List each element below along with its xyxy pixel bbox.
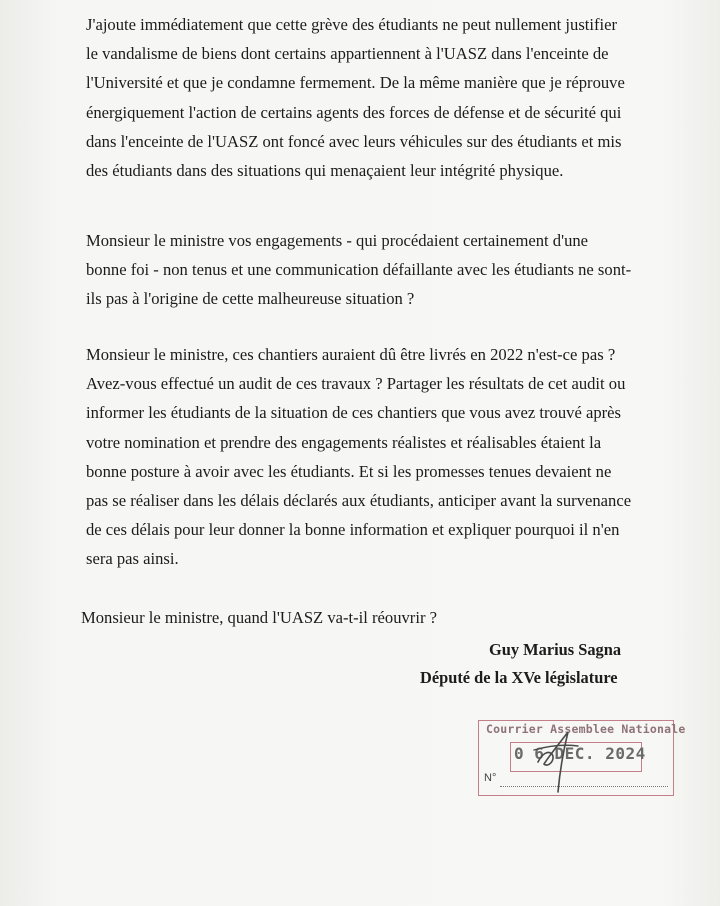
text-line: J'ajoute immédiatement que cette grève des étudiants ne peut nullement justifier — [86, 15, 618, 34]
text-line: énergiquement l'action de certains agents des forces de défense et de sécurité qui — [86, 102, 622, 122]
stamp-number-label: N° — [484, 772, 497, 784]
text-line: bonne posture à avoir avec les étudiants. Et si les promesses tenues devaient ne — [86, 461, 612, 481]
text-line: bonne foi - non tenus et une communication défaillante avec les étudiants ne sont- — [86, 260, 632, 280]
text-line: l'Université et que je condamne fermement. De la même manière que je réprouve — [86, 73, 625, 93]
reception-stamp — [478, 714, 686, 796]
text-line: Avez-vous effectué un audit de ces travaux ? Partager les résultats de cet audit ou — [86, 374, 626, 394]
paragraph-engagements — [86, 226, 638, 314]
paragraph-question — [81, 603, 481, 632]
text-line: Monsieur le ministre vos engagements - qui procédaient certainement d'une — [86, 231, 589, 250]
text-line: le vandalisme de biens dont certains appartiennent à l'UASZ dans l'enceinte de — [86, 44, 609, 64]
text-line: dans l'enceinte de l'UASZ ont foncé avec leurs véhicules sur des étudiants et mis — [86, 131, 622, 151]
text-line: sera pas ainsi. — [86, 549, 179, 569]
stamp-header: Courrier Assemblee Nationale — [486, 722, 686, 736]
text-line: pas se réaliser dans les délais déclarés aux étudiants, anticiper avant la survenance — [86, 491, 632, 511]
text-line: ils pas à l'origine de cette malheureuse situation ? — [86, 289, 415, 309]
paragraph-chantiers — [86, 340, 638, 574]
handwritten-initials — [478, 714, 674, 796]
text-line: de ces délais pour leur donner la bonne information et expliquer pourquoi il n'en — [86, 520, 620, 540]
text-line: votre nomination et prendre des engagements réalistes et réalisables étaient la — [86, 432, 602, 452]
text-line: Monsieur le ministre, quand l'UASZ va-t-il réouvrir ? — [81, 608, 437, 627]
stamp-date: 0 6 DEC. 2024 — [514, 744, 646, 763]
signature-title: Député de la XVe législature — [420, 668, 618, 687]
signature-name: Guy Marius Sagna — [489, 640, 622, 659]
text-line: informer les étudiants de la situation de ces chantiers que vous avez trouvé après — [86, 403, 621, 423]
text-line: Monsieur le ministre, ces chantiers auraient dû être livrés en 2022 n'est-ce pas ? — [86, 345, 616, 364]
paragraph-condemnation — [86, 10, 646, 185]
text-line: des étudiants dans des situations qui menaçaient leur intégrité physique. — [86, 161, 564, 181]
